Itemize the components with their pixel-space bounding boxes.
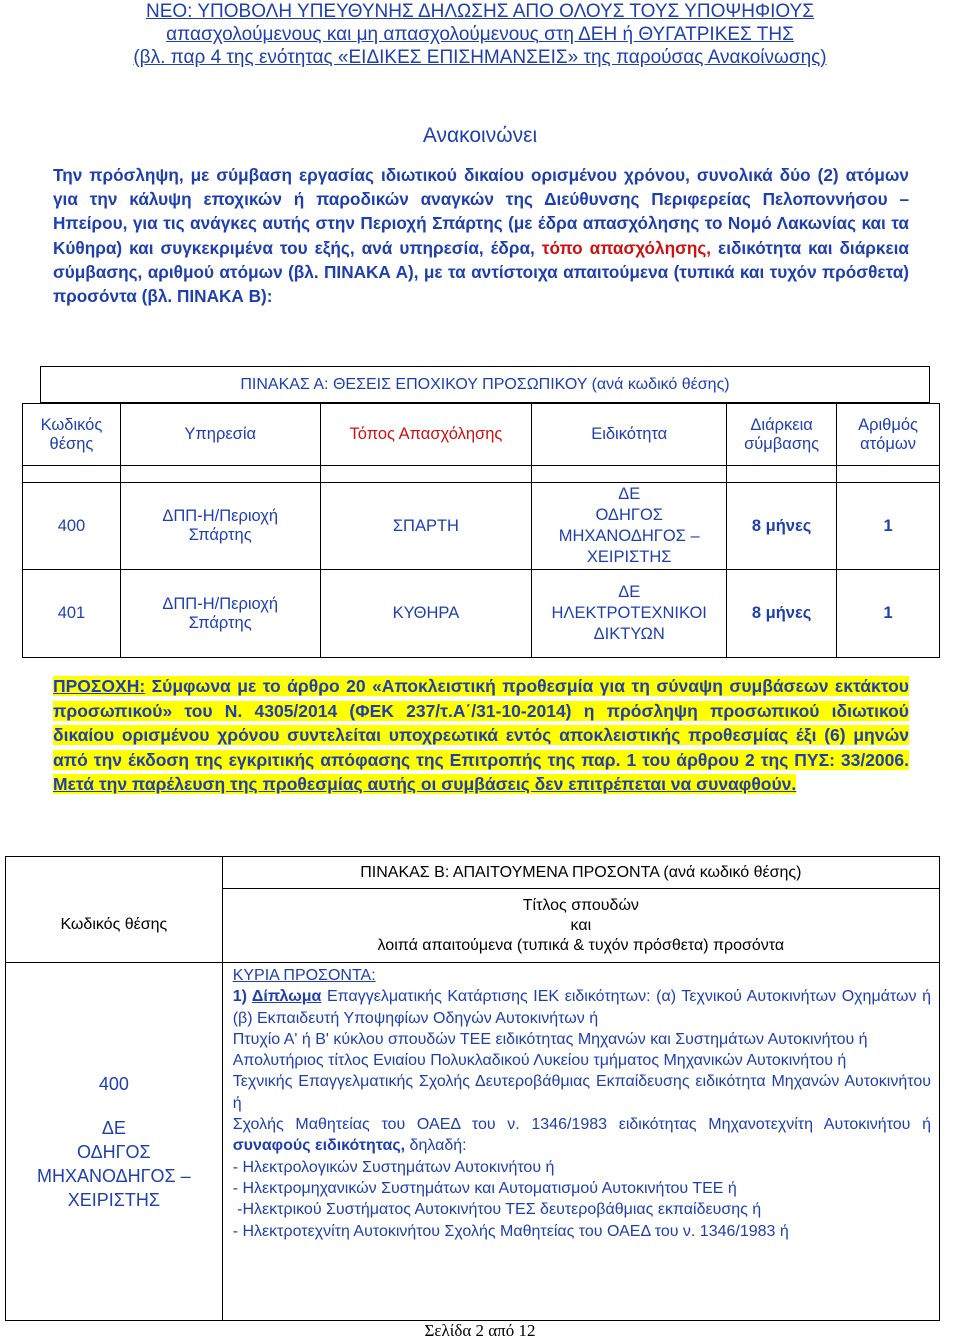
row-duration: 8 μήνες	[727, 570, 837, 658]
q5-end: δηλαδή:	[405, 1137, 467, 1155]
header-duration-2: σύμβασης	[744, 434, 820, 453]
header-code-2: θέσης	[49, 434, 94, 453]
header-duration-1: Διάρκεια	[750, 415, 813, 434]
row-code-cell	[6, 963, 223, 1321]
header-title-1: Τίτλος σπουδών	[522, 896, 639, 914]
new-requirement-note	[0, 0, 960, 69]
header-duration	[727, 404, 837, 466]
notice-underlined-text: Μετά την παρέλευση της προθεσμίας αυτής οι συμβάσεις δεν επιτρέπεται να συναφθούν.	[53, 774, 797, 794]
table-b	[5, 856, 940, 1321]
row-code-4: ΜΗΧΑΝΟΔΗΓΟΣ –	[36, 1165, 191, 1186]
attention-notice	[53, 674, 909, 797]
q1-number: 1)	[232, 988, 252, 1006]
note-line-2a: απασχολούμενους και	[166, 24, 357, 45]
row-service-2: Σπάρτης	[188, 526, 252, 544]
table-row	[23, 483, 940, 570]
row-duration: 8 μήνες	[727, 483, 837, 570]
table-a-caption: ΠΙΝΑΚΑΣ Α: ΘΕΣΕΙΣ ΕΠΟΧΙΚΟΥ ΠΡΟΣΩΠΙΚΟΥ (ανά κωδικό θέσης)	[40, 366, 930, 403]
row-qualifications	[222, 963, 939, 1321]
header-code-1: Κωδικός	[40, 415, 103, 434]
q1-bold: Δίπλωμα	[251, 988, 322, 1006]
note-line-2	[0, 23, 960, 46]
row-specialty-2: ΟΔΗΓΟΣ	[595, 506, 663, 524]
header-count-2: ατόμων	[860, 434, 916, 453]
row-specialty-4: ΧΕΙΡΙΣΤΗΣ	[586, 548, 672, 566]
row-code: 401	[23, 570, 121, 658]
header-qualifications	[222, 889, 939, 963]
table-a-header-row	[23, 404, 940, 466]
header-specialty: Ειδικότητα	[532, 404, 727, 466]
note-line-2c: στη ΔΕΗ ή ΘΥΓΑΤΡΙΚΕΣ ΤΗΣ	[538, 24, 794, 45]
header-code: Κωδικός θέσης	[6, 889, 223, 963]
row-code-5: ΧΕΙΡΙΣΤΗΣ	[67, 1189, 160, 1210]
intro-part-1: Την πρόσληψη, με σύμβαση εργασίας ιδιωτικού δικαίου ορισμένου χρόνου, συνολικά δύο (2) ατόμων για την κάλυψη εποχικών ή παροδικών αναγκών της Διεύθυνσης Περιφερείας Πελοποννήσου – Ηπείρου, για τις ανάγκες αυτής στην Περιοχή Σπάρτης (με έδρα απασχόλησης το Νομό Λακωνίας και τα Κύθηρα) και συγκεκριμένα του εξής, ανά υπηρεσία, έδρα,	[53, 165, 909, 258]
table-b-corner	[6, 857, 223, 889]
qualification-2: Πτυχίο Α' ή Β' κύκλου σπουδών ΤΕΕ ειδικότητας Μηχανών και Συστημάτων Αυτοκινήτου ή	[232, 1030, 868, 1048]
row-service	[120, 483, 320, 570]
header-location: Τόπος Απασχόλησης	[320, 404, 532, 466]
row-specialty	[532, 483, 727, 570]
q5-text: Σχολής Μαθητείας του ΟΑΕΔ του ν. 1346/1983 ειδικότητας Μηχανοτεχνίτη Αυτοκινήτου ή	[232, 1116, 931, 1134]
intro-part-2: ειδικότητα και διάρκεια σύμβασης, αριθμού ατόμων (βλ. ΠΙΝΑΚΑ Α), με τα αντίστοιχα απαιτούμενα (τυπικά και τυχόν πρόσθετα) προσόντα (βλ. ΠΙΝΑΚΑ Β):	[53, 237, 909, 307]
q1-text: Επαγγελματικής Κατάρτισης ΙΕΚ ειδικότητων: (α) Τεχνικού Αυτοκινήτων Οχημάτων ή (β) Εκπαιδευτή Υποψηφίων Οδηγών Αυτοκινήτων ή	[232, 988, 932, 1027]
table-b-header-row	[6, 889, 940, 963]
row-specialty-3: ΜΗΧΑΝΟΔΗΓΟΣ –	[558, 527, 700, 545]
row-code-3: ΟΔΗΓΟΣ	[77, 1141, 151, 1162]
page-number: Σελίδα 2 από 12	[424, 1321, 536, 1340]
row-count: 1	[837, 483, 940, 570]
row-service	[120, 570, 320, 658]
row-code-spacer	[7, 1096, 221, 1116]
row-count: 1	[837, 570, 940, 658]
q5-bold: συναφούς ειδικότητας,	[232, 1137, 406, 1155]
row-service-2: Σπάρτης	[188, 613, 252, 632]
header-service: Υπηρεσία	[120, 404, 320, 466]
header-title-2: και	[570, 916, 592, 934]
note-line-1	[0, 0, 960, 23]
qualification-1	[233, 986, 931, 1029]
list-item: -Ηλεκτρικού Συστήματος Αυτοκινήτου ΤΕΣ δευτεροβάθμιας εκπαίδευσης ή	[232, 1201, 762, 1219]
row-specialty	[532, 570, 727, 658]
list-item: - Ηλεκτρομηχανικών Συστημάτων και Αυτοματισμού Αυτοκινήτου ΤΕΕ ή	[232, 1179, 737, 1197]
note-line-3: (βλ. παρ 4 της ενότητας «ΕΙΔΙΚΕΣ ΕΠΙΣΗΜΑΝΣΕΙΣ» της παρούσας Ανακοίνωσης)	[133, 47, 827, 68]
intro-paragraph	[53, 163, 909, 308]
table-row	[23, 570, 940, 658]
row-service-1: ΔΠΠ-Η/Περιοχή	[162, 594, 279, 613]
table-b-caption: ΠΙΝΑΚΑΣ Β: ΑΠΑΙΤΟΥΜΕΝΑ ΠΡΟΣΟΝΤΑ (ανά κωδικό θέσης)	[222, 857, 939, 889]
row-code-2: ΔΕ	[101, 1117, 126, 1138]
row-specialty-1: ΔΕ	[618, 485, 641, 503]
qualification-5	[233, 1114, 931, 1157]
row-specialty-3: ΔΙΚΤΥΩΝ	[593, 625, 665, 643]
note-line-1-text: ΥΠΟΒΟΛΗ ΥΠΕΥΘΥΝΗΣ ΔΗΛΩΣΗΣ ΑΠΟ ΟΛΟΥΣ ΤΟΥΣ ΥΠΟΨΗΦΙΟΥΣ	[192, 1, 814, 22]
note-line-2b: μη απασχολούμενους	[356, 24, 539, 45]
qualification-3: Απολυτήριος τίτλος Ενιαίου Πολυκλαδικού Λυκείου τμήματος Μηχανικών Αυτοκινήτου ή	[232, 1052, 847, 1070]
notice-label: ΠΡΟΣΟΧΗ:	[53, 676, 146, 696]
header-count	[837, 404, 940, 466]
main-qualifications-title: ΚΥΡΙΑ ΠΡΟΣΟΝΤΑ:	[232, 967, 376, 984]
note-prefix: ΝΕΟ:	[146, 1, 193, 22]
table-a	[22, 403, 940, 658]
table-a-spacer	[23, 466, 940, 483]
row-specialty-2: ΗΛΕΚΤΡΟΤΕΧΝΙΚΟΙ	[551, 604, 707, 622]
header-count-1: Αριθμός	[858, 415, 918, 434]
row-service-1: ΔΠΠ-Η/Περιοχή	[162, 507, 279, 525]
qualification-4: Τεχνικής Επαγγελματικής Σχολής Δευτεροβάθμιας Εκπαίδευσης ειδικότητα Μηχανών Αυτοκινήτου ή	[232, 1073, 931, 1112]
table-row	[6, 963, 940, 1321]
row-location: ΚΥΘΗΡΑ	[320, 570, 532, 658]
list-item: - Ηλεκτροτεχνίτη Αυτοκινήτου Σχολής Μαθητείας του ΟΑΕΔ του ν. 1346/1983 ή	[232, 1222, 789, 1240]
row-code: 400	[23, 483, 121, 570]
row-code: 400	[98, 1073, 129, 1094]
row-specialty-1: ΔΕ	[618, 583, 641, 601]
row-location: ΣΠΑΡΤΗ	[320, 483, 532, 570]
intro-red-text: τόπο απασχόλησης,	[541, 237, 712, 258]
announce-title: Ανακοινώνει	[422, 124, 538, 147]
header-title-3: λοιπά απαιτούμενα (τυπικά & τυχόν πρόσθετα) προσόντα	[377, 936, 785, 954]
notice-highlighted-text: Σύμφωνα με το άρθρο 20 «Αποκλειστική προθεσμία για τη σύναψη συμβάσεων εκτάκτου προσωπικού» του Ν. 4305/2014 (ΦΕΚ 237/τ.Α΄/31-10-2014) η πρόσληψη προσωπικού ιδιωτικού δικαίου ορισμένου χρόνου συντελείται υποχρεωτικά εντός αποκλειστικής προθεσμίας έξι (6) μηνών από την έκδοση της εγκριτικής απόφασης της Επιτροπής της παρ. 1 του άρθρου 2 της ΠΥΣ: 33/2006.	[53, 676, 909, 770]
table-b-caption-row	[6, 857, 940, 889]
list-item: - Ηλεκτρολογικών Συστημάτων Αυτοκινήτου ή	[232, 1158, 555, 1176]
header-code	[23, 404, 121, 466]
